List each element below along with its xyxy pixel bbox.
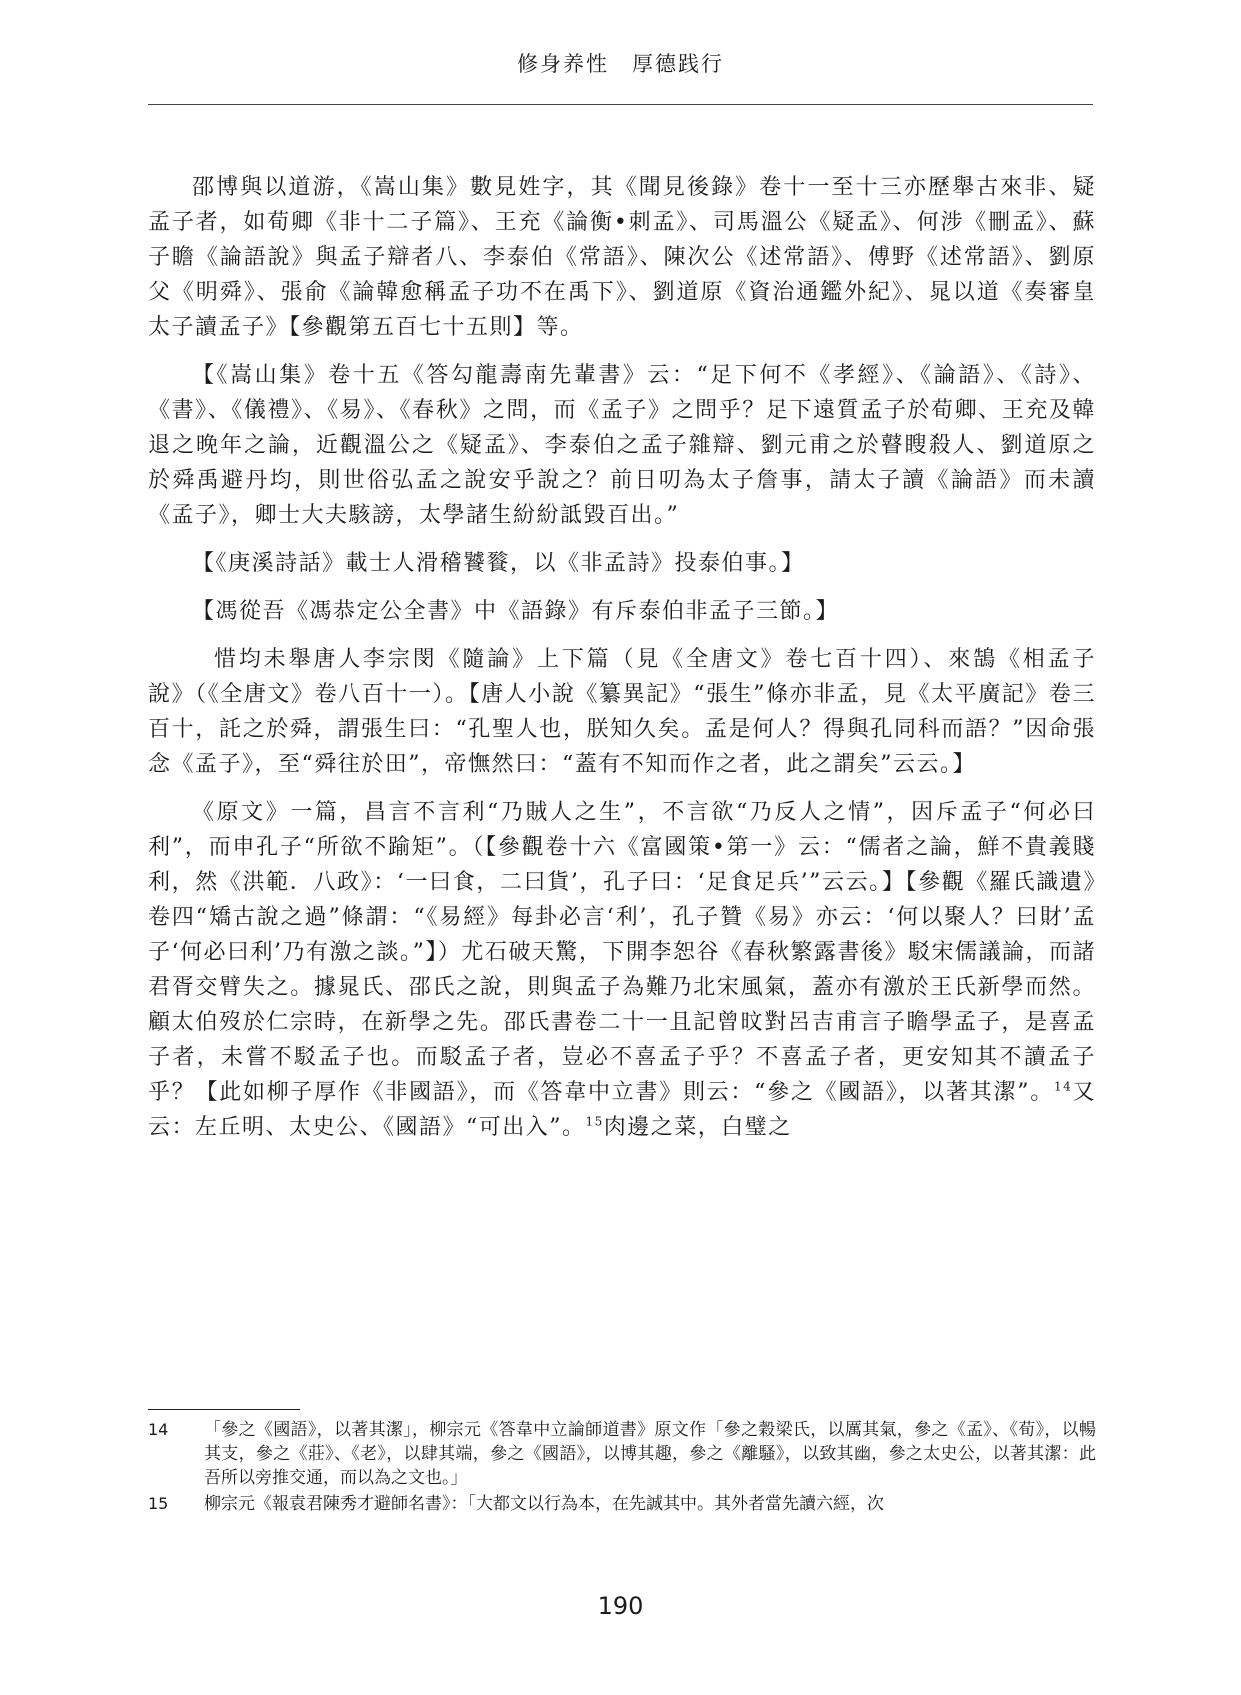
- footnote-number: 15: [148, 1494, 169, 1513]
- page-number: 190: [597, 1592, 644, 1620]
- footnotes: [148, 1418, 1096, 1518]
- main-text: [148, 170, 1096, 1158]
- footnote-ref-15[interactable]: 15: [585, 1114, 604, 1129]
- paragraph-6-text-end: 肉邊之菜，白璧之: [603, 1115, 792, 1140]
- footnote-number: 14: [148, 1420, 169, 1439]
- paragraph-5: 惜均未舉唐人李宗閔《隨論》上下篇（見《全唐文》卷七百十四）、來鵠《相孟子說》（《全唐文》卷八百十一）。【唐人小說《纂異記》“張生”條亦非孟，見《太平廣記》卷三百十，託之於舜，謂張生曰：“孔聖人也，朕知久矣。孟是何人？得與孔同科而語？”因命張念《孟子》，至“舜往於田”，帝憮然曰：“蓋有不知而作之者，此之謂矣”云云。】: [148, 647, 1096, 777]
- footnote-text: 「參之《國語》，以著其潔」，柳宗元《答韋中立論師道書》原文作「參之穀梁氏，以厲其氣，參之《孟》、《荀》，以暢其支，參之《莊》、《老》，以肆其端，參之《國語》，以博其趣，參之《離騷》，以致其幽，參之太史公，以著其潔：此吾所以旁推交通，而以為之文也。」: [204, 1420, 1096, 1488]
- paragraph-6-text-mid: 又云：左丘明、太史公、《國語》“可出入”。: [148, 1080, 1096, 1140]
- paragraph-4: 【馮從吾《馮恭定公全書》中《語錄》有斥泰伯非孟子三節。】: [192, 599, 840, 624]
- footnote-15: [148, 1492, 1096, 1516]
- running-header: 修身养性 厚德践行: [517, 52, 724, 76]
- footnote-14: [148, 1418, 1096, 1490]
- footnote-ref-14[interactable]: 14: [1053, 1079, 1073, 1094]
- paragraph-6-text: 《原文》一篇，昌言不言利“乃賊人之生”，不言欲“乃反人之情”，因斥孟子“何必曰利”，而申孔子“所欲不踰矩”。（【參觀卷十六《富國策•第一》云：“儒者之論，鮮不貴義賤利，然《洪範．八政》：‘一曰食，二曰貨’，孔子曰：‘足食足兵’”云云。】【參觀《羅氏識遺》卷四“矯古說之過”條謂：“《易經》每卦必言‘利’，孔子贊《易》亦云：‘何以聚人？曰財’孟子‘何必曰利’乃有激之談。”】）尤石破天驚，下開李恕谷《春秋繁露書後》駁宋儒議論，而諸君胥交臂失之。據晁氏、邵氏之說，則與孟子為難乃北宋風氣，蓋亦有激於王氏新學而然。顧太伯歿於仁宗時，在新學之先。邵氏書卷二十一且記曾旼對呂吉甫言子瞻學孟子，是喜孟子者，未嘗不駁孟子也。而駁孟子者，豈必不喜孟子乎？不喜孟子者，更安知其不讀孟子乎？【此如柳子厚作《非國語》，而《答韋中立書》則云：“參之《國語》，以著其潔”。: [148, 800, 1096, 1105]
- paragraph-6: [148, 795, 1096, 1145]
- header-divider: [148, 104, 1093, 105]
- footnote-divider: [148, 1409, 300, 1410]
- paragraph-3: 【《庚溪詩話》載士人滑稽饕餮，以《非孟詩》投泰伯事。】: [192, 551, 805, 576]
- paragraph-2: 【《嵩山集》卷十五《答勾龍壽南先輩書》云：“足下何不《孝經》、《論語》、《詩》、《書》、《儀禮》、《易》、《春秋》之問，而《孟子》之問乎？足下遠質孟子於荀卿、王充及韓退之晚年之論，近觀溫公之《疑孟》、李泰伯之孟子雜辯、劉元甫之於瞽瞍殺人、劉道原之於舜禹避丹均，則世俗弘孟之說安乎說之？前日叨為太子詹事，請太子讀《論語》而未讀《孟子》，卿士大夫駭謗，太學諸生紛紛詆毀百出。”: [148, 363, 1096, 528]
- paragraph-1: 邵博與以道游，《嵩山集》數見姓字，其《聞見後錄》卷十一至十三亦歷舉古來非、疑孟子者，如荀卿《非十二子篇》、王充《論衡•刺孟》、司馬溫公《疑孟》、何涉《刪孟》、蘇子瞻《論語說》與孟子辯者八、李泰伯《常語》、陳次公《述常語》、傅野《述常語》、劉原父《明舜》、張俞《論韓愈稱孟子功不在禹下》、劉道原《資治通鑑外紀》、晁以道《奏審皇太子讀孟子》【參觀第五百七十五則】等。: [148, 175, 1096, 340]
- footnote-text: 柳宗元《報袁君陳秀才避師名書》：「大都文以行為本，在先誠其中。其外者當先讀六經，次: [204, 1494, 884, 1514]
